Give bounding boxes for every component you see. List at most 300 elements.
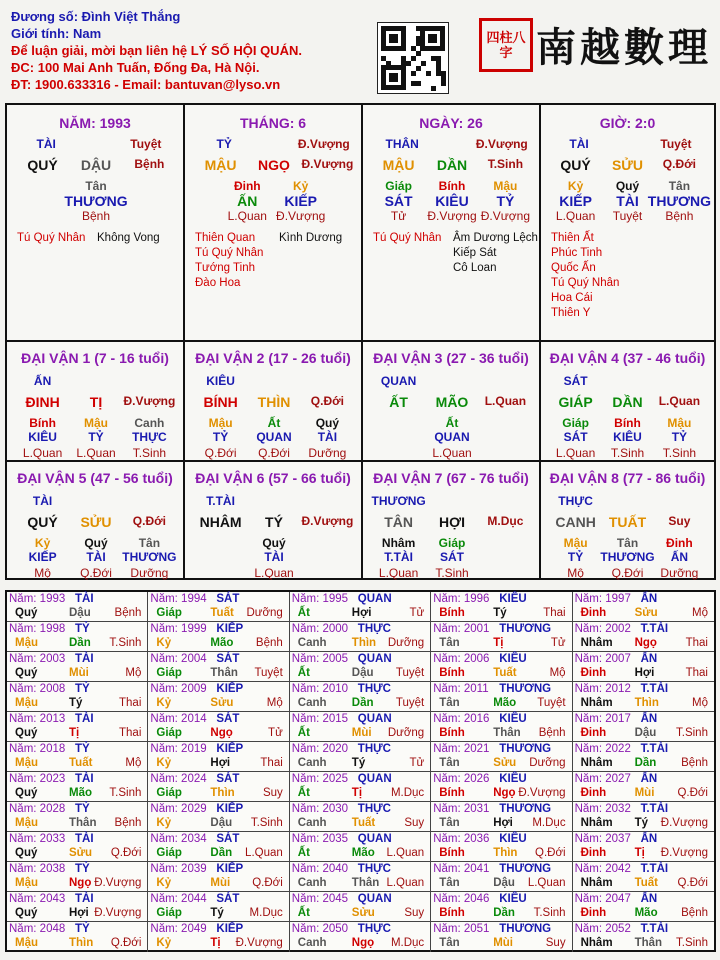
year-cell: [7, 652, 148, 682]
dai-van-ten-god: KIÊU: [206, 374, 235, 388]
year-ten-god: TỶ: [75, 743, 90, 755]
hidden-stage: L.Quan: [22, 446, 63, 460]
hidden-stage: L.Quan: [76, 446, 116, 460]
year-ten-god: THƯƠNG: [499, 743, 552, 755]
year-ten-god: T.TÀI: [640, 803, 669, 815]
year-cell: [148, 862, 289, 892]
hidden-stem: Tân: [616, 536, 639, 550]
dai-van-branch: HỢI: [439, 514, 465, 530]
hidden-stage: L.Quan: [555, 446, 596, 460]
year-stage: Tử: [409, 607, 425, 619]
year-label: Năm: 2012: [574, 683, 631, 695]
year-ten-god: QUAN: [357, 773, 392, 785]
year-branch: Hợi: [351, 607, 372, 619]
year-label: Năm: 2046: [433, 893, 490, 905]
star-name: Tú Quý Nhân: [551, 277, 620, 289]
year-cell: [573, 772, 714, 802]
address: ĐC: 100 Mai Anh Tuấn, Đống Đa, Hà Nội.: [11, 60, 260, 75]
dai-van-stem: ĐINH: [25, 394, 60, 410]
hidden-ten-god: QUAN: [256, 430, 292, 444]
year-stage: L.Quan: [386, 847, 425, 859]
dai-van-title: ĐẠI VẬN 3 (27 - 36 tuổi): [373, 350, 529, 366]
year-cell: [290, 772, 431, 802]
stars-left: [195, 231, 263, 291]
year-stage: Suy: [404, 907, 425, 919]
year-stem: Giáp: [156, 907, 182, 919]
year-label: Năm: 2008: [9, 683, 66, 695]
star-name: Hoa Cái: [551, 292, 593, 304]
year-label: Năm: 2034: [150, 833, 207, 845]
year-stem: Nhâm: [580, 817, 613, 829]
year-label: Năm: 1993: [9, 593, 66, 605]
year-stage: Mộ: [266, 697, 283, 709]
year-ten-god: KIẾP: [216, 743, 244, 755]
dai-van-ten-god: T.TÀI: [206, 494, 235, 508]
year-label: Năm: 2010: [291, 683, 349, 695]
dai-van-stage: M.Dục: [487, 514, 524, 528]
hidden-ten-god: TỶ: [212, 430, 229, 444]
year-branch: Tị: [493, 637, 504, 649]
year-stem: Bính: [439, 907, 465, 919]
hidden-stem: Quý: [615, 179, 640, 193]
branch-stage: T.Sinh: [487, 157, 524, 171]
year-ten-god: T.TÀI: [640, 683, 669, 695]
year-branch: Dậu: [351, 667, 374, 679]
hidden-stage: Q.Đới: [80, 566, 112, 580]
hidden-ten-god: KIÊU: [613, 430, 642, 444]
hidden-stem: Quý: [315, 416, 340, 430]
year-stem: Mậu: [15, 937, 38, 949]
year-label: Năm: 1996: [433, 593, 490, 605]
dai-van-branch: TÝ: [265, 514, 283, 530]
hidden-stem: Kỷ: [34, 536, 51, 550]
year-stage: Tuyệt: [537, 697, 566, 709]
year-label: Năm: 2031: [433, 803, 490, 815]
year-label: Năm: 2041: [433, 863, 490, 875]
star-name: Âm Dương Lệch: [453, 232, 538, 244]
year-label: Năm: 2036: [433, 833, 490, 845]
hidden-ten-god: TÀI: [616, 193, 639, 209]
year-label: Năm: 2047: [574, 893, 631, 905]
year-ten-god: KIÊU: [499, 713, 527, 725]
year-stem: Nhâm: [580, 937, 613, 949]
year-branch: Mão: [210, 637, 234, 649]
pillar-title: NĂM: 1993: [59, 115, 131, 131]
year-label: Năm: 2023: [9, 773, 66, 785]
year-cell: [7, 862, 148, 892]
year-cell: [290, 622, 431, 652]
hidden-ten-god: KIẾP: [28, 550, 57, 564]
year-stage: Bệnh: [114, 607, 142, 619]
hidden-stem: Ất: [267, 416, 281, 430]
hidden-stem: Tân: [138, 536, 161, 550]
year-label: Năm: 2021: [433, 743, 490, 755]
year-branch: Thìn: [210, 787, 235, 799]
year-cell: [431, 862, 572, 892]
owner-name: Đương số: Đình Việt Thắng: [11, 9, 181, 24]
year-label: Năm: 2005: [291, 653, 349, 665]
year-ten-god: ẤN: [640, 713, 658, 725]
year-branch: Thân: [69, 817, 97, 829]
pillar-title: NGÀY: 26: [419, 115, 483, 131]
year-stage: Q.Đới: [677, 877, 708, 889]
dai-van-title: ĐẠI VẬN 6 (57 - 66 tuổi): [195, 470, 351, 486]
stars-left: [373, 231, 441, 246]
hidden-stem: Bính: [438, 179, 466, 193]
dai-van-ten-god: TÀI: [32, 494, 53, 508]
star-name: Phúc Tinh: [551, 247, 603, 259]
year-stem: Ất: [297, 787, 310, 799]
year-stem: Đinh: [580, 847, 607, 859]
dai-van-ten-god: SÁT: [563, 374, 588, 388]
year-ten-god: SÁT: [216, 893, 240, 905]
year-stem: Giáp: [156, 607, 182, 619]
year-stage: Thai: [260, 757, 283, 769]
year-stem: Bính: [439, 847, 465, 859]
year-ten-god: TÀI: [75, 713, 94, 725]
year-stem: Quý: [15, 607, 38, 619]
year-branch: Thìn: [351, 637, 377, 649]
year-branch: Tý: [69, 697, 83, 709]
hidden-stem: Bính: [614, 416, 641, 430]
year-stage: Thai: [119, 727, 142, 739]
year-cell: [431, 802, 572, 832]
stars-left: [17, 231, 85, 246]
stage-label: Đ.Vượng: [475, 137, 528, 151]
year-branch: Ngọ: [351, 937, 375, 949]
dai-van-cell: [363, 462, 541, 578]
hidden-stage: Dưỡng: [130, 566, 169, 580]
year-cell: [148, 712, 289, 742]
pillar-cell: [185, 105, 363, 342]
hidden-stage: L.Quan: [432, 446, 472, 460]
hidden-ten-god: SÁT: [384, 193, 413, 209]
year-label: Năm: 2003: [9, 653, 66, 665]
year-ten-god: THỰC: [357, 743, 391, 755]
year-branch: Tuất: [210, 607, 234, 619]
year-stem: Tân: [439, 817, 460, 829]
hidden-stage: Tuyệt: [612, 209, 643, 223]
year-cell: [431, 592, 572, 622]
year-stage: Tuyệt: [395, 667, 425, 679]
year-stem: Quý: [15, 907, 38, 919]
year-cell: [148, 622, 289, 652]
hidden-stem: Đinh: [666, 536, 693, 550]
year-ten-god: KIÊU: [499, 653, 527, 665]
hidden-stage: Bệnh: [665, 209, 694, 223]
year-stage: Đ.Vượng: [518, 787, 566, 799]
branch-stage: Q.Đới: [662, 157, 696, 171]
stage-label: Tuyệt: [130, 137, 162, 151]
year-stem: Ất: [297, 847, 310, 859]
year-label: Năm: 2037: [574, 833, 631, 845]
year-cell: [7, 892, 148, 922]
year-cell: [290, 592, 431, 622]
year-stem: Giáp: [156, 727, 182, 739]
stars-left: [551, 231, 619, 321]
dai-van-title: ĐẠI VẬN 7 (67 - 76 tuổi): [373, 470, 529, 486]
hidden-stage: Mộ: [567, 566, 584, 580]
dai-van-cell: [541, 462, 714, 578]
year-ten-god: KIÊU: [499, 833, 527, 845]
star-name: Đào Hoa: [195, 277, 241, 289]
year-label: Năm: 1999: [150, 623, 207, 635]
year-ten-god: ẤN: [640, 893, 658, 905]
hidden-ten-god: KIẾP: [284, 193, 318, 209]
year-ten-god: T.TÀI: [640, 743, 669, 755]
year-stage: Mộ: [549, 667, 566, 679]
year-branch: Sửu: [493, 757, 517, 769]
year-cell: [290, 922, 431, 952]
year-label: Năm: 2026: [433, 773, 490, 785]
year-stem: Ất: [297, 607, 310, 619]
hidden-stage: Q.Đới: [258, 446, 290, 460]
year-branch: Hợi: [210, 757, 231, 769]
year-label: Năm: 2027: [574, 773, 631, 785]
earthly-branch: DẬU: [80, 157, 112, 173]
year-ten-god: THỰC: [357, 863, 391, 875]
dai-van-branch: THÌN: [257, 394, 291, 410]
year-cell: [290, 682, 431, 712]
year-label: Năm: 2013: [9, 713, 66, 725]
year-stem: Đinh: [580, 607, 607, 619]
year-branch: Tuất: [69, 757, 93, 769]
hidden-ten-god: THƯƠNG: [64, 193, 128, 209]
year-stage: L.Quan: [386, 877, 425, 889]
dai-van-stage: Q.Đới: [310, 394, 344, 408]
hidden-ten-god: THỰC: [132, 430, 167, 444]
hidden-stem: Tân: [85, 179, 107, 193]
dai-van-ten-god: THỰC: [558, 494, 593, 508]
year-branch: Tị: [634, 847, 645, 859]
year-cell: [7, 622, 148, 652]
year-stem: Quý: [15, 787, 38, 799]
year-ten-god: TỶ: [75, 803, 90, 815]
year-stage: Mộ: [125, 757, 142, 769]
year-stage: Dưỡng: [387, 637, 425, 649]
star-name: Thiên Ất: [551, 232, 594, 244]
year-branch: Tý: [210, 907, 224, 919]
pillar-title: THÁNG: 6: [239, 115, 307, 131]
year-branch: Thìn: [69, 937, 94, 949]
star-name: Cô Loan: [453, 262, 497, 274]
star-name: Tú Quý Nhân: [17, 232, 86, 244]
hidden-stage: L.Quan: [227, 209, 267, 223]
year-label: Năm: 2042: [574, 863, 631, 875]
hidden-stage: Tử: [390, 209, 407, 223]
year-cell: [148, 802, 289, 832]
year-branch: Dần: [493, 907, 515, 919]
year-stage: T.Sinh: [109, 637, 142, 649]
hidden-stage: Mộ: [34, 566, 51, 580]
ten-god-label: THÂN: [385, 137, 419, 151]
hidden-stem: Mậu: [493, 179, 518, 193]
year-label: Năm: 2004: [150, 653, 207, 665]
heavenly-stem: QUÝ: [27, 157, 58, 173]
year-stem: Giáp: [156, 847, 182, 859]
year-stage: Mộ: [692, 697, 708, 709]
year-label: Năm: 1995: [291, 593, 349, 605]
pillar-title: GIỜ: 2:0: [599, 115, 656, 131]
year-branch: Thân: [634, 937, 663, 949]
year-stage: Q.Đới: [677, 787, 708, 799]
year-cell: [7, 592, 148, 622]
phone-email[interactable]: ĐT: 1900.633316 - Email: bantuvan@lyso.vn: [11, 77, 281, 92]
year-stage: Thai: [685, 667, 708, 679]
year-cell: [290, 832, 431, 862]
year-stem: Mậu: [15, 817, 38, 829]
year-label: Năm: 2022: [574, 743, 631, 755]
stars-right: [97, 231, 160, 246]
year-stage: Bệnh: [114, 817, 142, 829]
year-cell: [290, 712, 431, 742]
year-ten-god: T.TÀI: [640, 863, 669, 875]
year-branch: Tị: [351, 787, 363, 799]
year-ten-god: SÁT: [216, 713, 240, 725]
dai-van-cell: [7, 342, 185, 462]
year-label: Năm: 2017: [574, 713, 631, 725]
branch-stage: Đ.Vượng: [301, 157, 354, 171]
year-stem: Bính: [439, 607, 465, 619]
heavenly-stem: QUÝ: [560, 157, 591, 173]
dai-van-title: ĐẠI VẬN 4 (37 - 46 tuổi): [549, 350, 706, 366]
earthly-branch: SỬU: [611, 157, 644, 173]
year-stage: M.Dục: [390, 787, 425, 799]
year-cell: [7, 742, 148, 772]
year-label: Năm: 2035: [291, 833, 349, 845]
year-ten-god: QUAN: [357, 713, 392, 725]
year-stem: Đinh: [580, 787, 607, 799]
year-ten-god: T.TÀI: [640, 923, 669, 935]
year-ten-god: TỶ: [75, 863, 90, 875]
year-label: Năm: 2007: [574, 653, 631, 665]
year-branch: Ngọ: [493, 787, 516, 799]
year-ten-god: TÀI: [75, 833, 94, 845]
year-ten-god: ẤN: [640, 593, 658, 605]
hidden-stem: Giáp: [438, 536, 466, 550]
hidden-stem: Giáp: [385, 179, 412, 193]
year-ten-god: KIẾP: [216, 863, 244, 875]
year-branch: Dần: [210, 847, 233, 859]
year-ten-god: THƯƠNG: [499, 623, 552, 635]
year-cell: [431, 922, 572, 952]
year-label: Năm: 2043: [9, 893, 66, 905]
dai-van-branch: TUẤT: [608, 514, 647, 530]
hidden-ten-god: TỶ: [88, 430, 104, 444]
year-stem: Tân: [439, 637, 460, 649]
year-cell: [290, 862, 431, 892]
year-stage: Dưỡng: [246, 607, 283, 619]
year-cell: [573, 892, 714, 922]
pillar-cell: [7, 105, 185, 342]
year-stem: Canh: [297, 817, 327, 829]
year-stem: Quý: [15, 667, 38, 679]
year-stem: Mậu: [15, 697, 38, 709]
hidden-stem: Quý: [262, 536, 286, 550]
year-ten-god: KIÊU: [499, 593, 527, 605]
year-branch: Thìn: [493, 847, 518, 859]
year-branch: Mùi: [210, 877, 231, 889]
dai-van-branch: MÃO: [435, 394, 469, 410]
year-cell: [573, 802, 714, 832]
year-stage: Tuyệt: [254, 667, 283, 679]
year-cell: [573, 622, 714, 652]
year-ten-god: KIẾP: [216, 803, 244, 815]
year-branch: Tý: [351, 757, 366, 769]
year-stem: Ất: [297, 667, 310, 679]
year-branch: Sửu: [634, 607, 658, 619]
year-cell: [431, 772, 572, 802]
year-stage: Bệnh: [538, 727, 566, 739]
year-ten-god: THƯƠNG: [499, 803, 552, 815]
hidden-stage: T.Sinh: [662, 446, 697, 460]
branch-stage: Bệnh: [134, 157, 165, 171]
logo: 南越數理: [536, 24, 712, 71]
hidden-stem: Canh: [134, 416, 165, 430]
hidden-stage: Đ.Vượng: [276, 209, 326, 223]
year-stage: Suy: [404, 817, 425, 829]
star-name: Không Vong: [97, 232, 160, 244]
pillar-cell: [541, 105, 714, 342]
year-ten-god: THƯƠNG: [499, 863, 552, 875]
year-stage: Tử: [550, 637, 566, 649]
year-branch: Sửu: [69, 847, 93, 859]
dai-van-title: ĐẠI VẬN 2 (17 - 26 tuổi): [195, 350, 351, 366]
hidden-ten-god: TÀI: [264, 550, 284, 564]
hidden-ten-god: QUAN: [434, 430, 470, 444]
year-label: Năm: 2028: [9, 803, 66, 815]
year-stage: Thai: [119, 697, 142, 709]
year-stem: Canh: [297, 637, 327, 649]
year-stem: Tân: [439, 757, 460, 769]
year-cell: [573, 652, 714, 682]
year-cell: [290, 802, 431, 832]
hidden-stem: Kỷ: [567, 179, 584, 193]
year-stage: Đ.Vượng: [660, 817, 708, 829]
hidden-stage: L.Quan: [555, 209, 596, 223]
year-label: Năm: 2052: [574, 923, 631, 935]
year-branch: Thân: [493, 727, 521, 739]
contact-note: Để luận giải, mời bạn liên hệ LÝ SỐ HỘI QUÁN.: [11, 43, 302, 58]
year-ten-god: QUAN: [357, 833, 392, 845]
year-cell: [148, 742, 289, 772]
year-stage: Q.Đới: [252, 877, 283, 889]
hidden-stage: Dưỡng: [660, 566, 699, 580]
hidden-stage: Đ.Vượng: [480, 209, 531, 223]
year-cell: [431, 712, 572, 742]
dai-van-cell: [185, 462, 363, 578]
year-cell: [431, 892, 572, 922]
year-stem: Giáp: [156, 787, 182, 799]
year-label: Năm: 2019: [150, 743, 207, 755]
dai-van-stage: Đ.Vượng: [301, 514, 354, 528]
year-stem: Quý: [15, 847, 38, 859]
year-branch: Thân: [351, 877, 380, 889]
year-stem: Kỷ: [156, 877, 172, 889]
year-ten-god: QUAN: [357, 653, 392, 665]
dai-van-stage: Q.Đới: [132, 514, 166, 528]
year-label: Năm: 2045: [291, 893, 349, 905]
year-branch: Tị: [210, 937, 221, 949]
hidden-ten-god: TỶ: [567, 550, 584, 564]
year-branch: Ngọ: [634, 637, 657, 649]
year-cell: [573, 712, 714, 742]
year-branch: Dần: [351, 697, 374, 709]
year-ten-god: SÁT: [216, 653, 240, 665]
year-label: Năm: 1998: [9, 623, 66, 635]
hidden-ten-god: TÀI: [317, 430, 338, 444]
hidden-ten-god: SÁT: [563, 430, 588, 444]
